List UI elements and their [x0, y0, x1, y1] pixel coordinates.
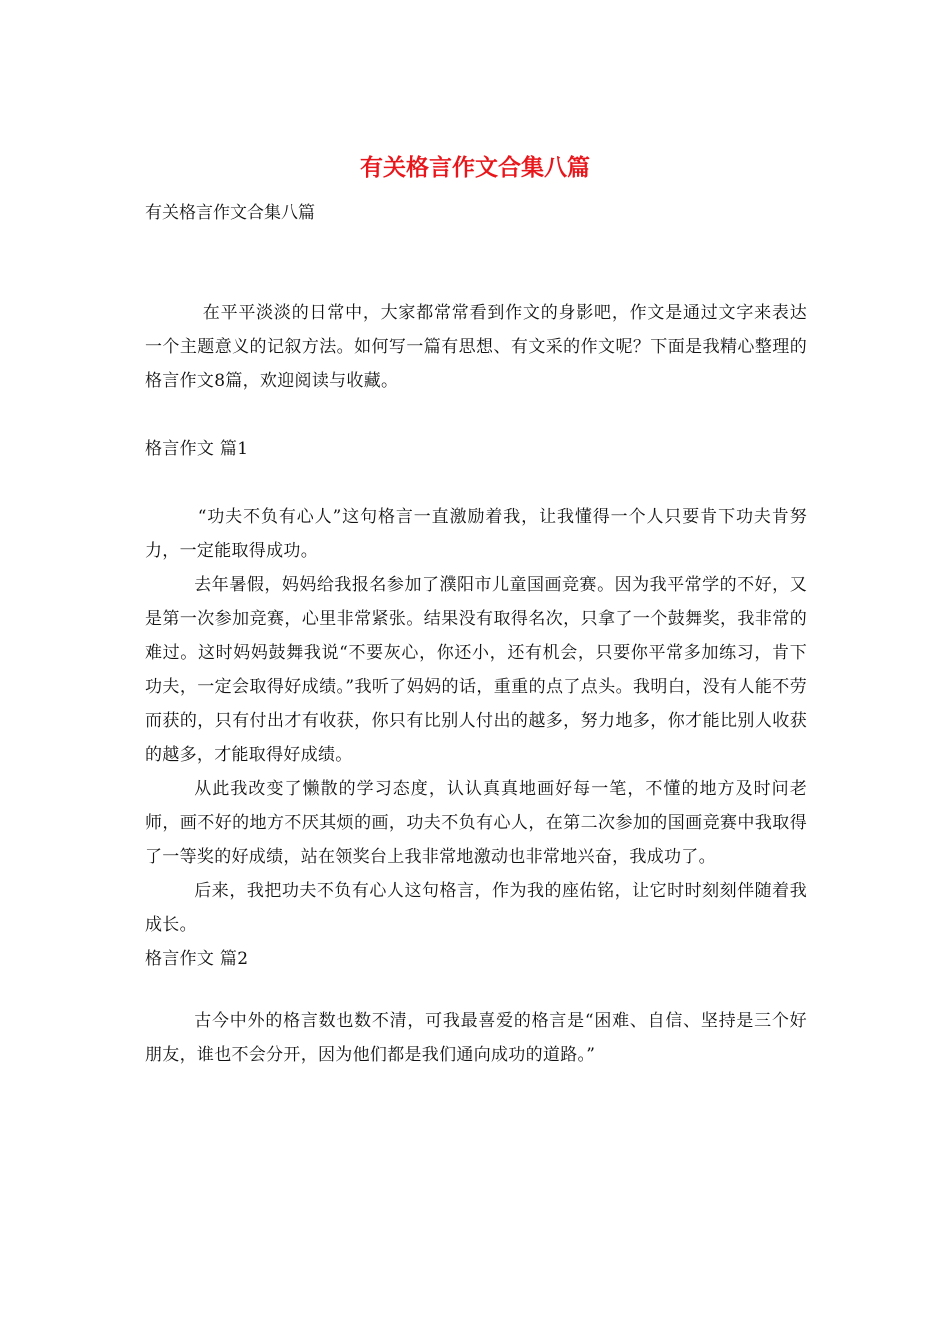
section-1-paragraph-1: “功夫不负有心人”这句格言一直激励着我，让我懂得一个人只要肯下功夫肯努力，一定能取得成功。	[145, 507, 807, 561]
intro-paragraph: 在平平淡淡的日常中，大家都常常看到作文的身影吧，作文是通过文字来表达一个主题意义的记叙方法。如何写一篇有思想、有文采的作文呢？下面是我精心整理的格言作文8篇，欢迎阅读与收藏。	[145, 303, 807, 391]
section-2-paragraph-1: 古今中外的格言数也数不清，可我最喜爱的格言是“困难、自信、坚持是三个好朋友，谁也不会分开，因为他们都是我们通向成功的道路。”	[145, 1011, 807, 1065]
section-heading-2: 格言作文 篇2	[145, 949, 249, 969]
document-subtitle: 有关格言作文合集八篇	[145, 203, 315, 223]
section-1-paragraph-2: 去年暑假，妈妈给我报名参加了濮阳市儿童国画竞赛。因为我平常学的不好，又是第一次参加竞赛，心里非常紧张。结果没有取得名次，只拿了一个鼓舞奖，我非常的难过。这时妈妈鼓舞我说“不要灰心，你还小，还有机会，只要你平常多加练习，肯下功夫，一定会取得好成绩。”我听了妈妈的话，重重的点了点头。我明白，没有人能不劳而获的，只有付出才有收获，你只有比别人付出的越多，努力地多，你才能比别人收获的越多，才能取得好成绩。	[145, 575, 807, 765]
section-heading-1: 格言作文 篇1	[145, 439, 249, 459]
section-1-paragraph-4: 后来，我把功夫不负有心人这句格言，作为我的座佑铭，让它时时刻刻伴随着我成长。	[145, 881, 807, 935]
document-body	[145, 296, 807, 1072]
document-title: 有关格言作文合集八篇	[360, 154, 590, 181]
section-1-paragraph-3: 从此我改变了懒散的学习态度，认认真真地画好每一笔，不懂的地方及时问老师，画不好的地方不厌其烦的画，功夫不负有心人，在第二次参加的国画竞赛中我取得了一等奖的好成绩，站在领奖台上我非常地激动也非常地兴奋，我成功了。	[145, 779, 807, 867]
